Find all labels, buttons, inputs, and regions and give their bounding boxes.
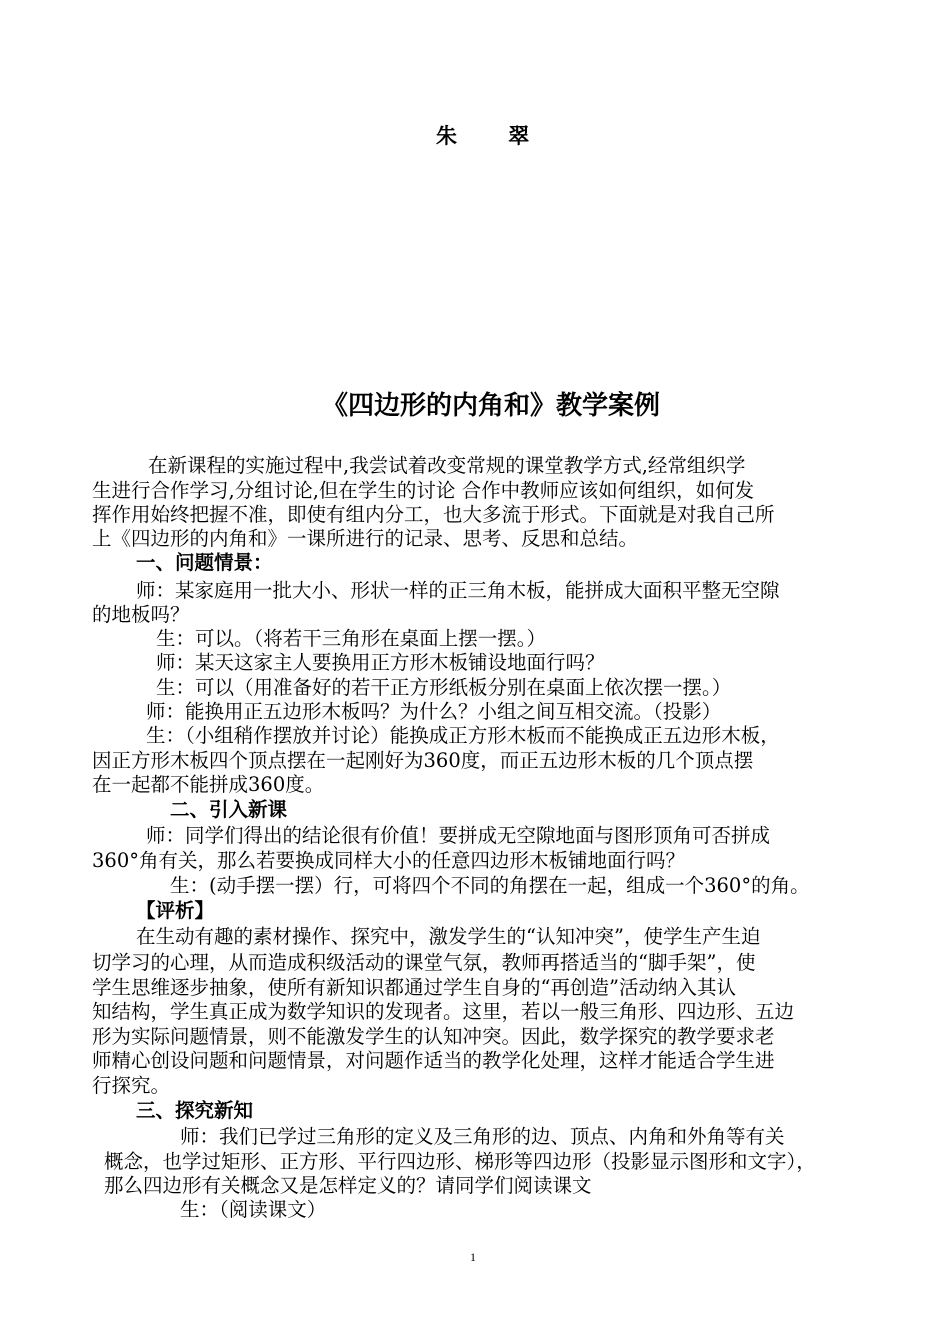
document-title: 《四边形的内角和》教学案例: [322, 391, 661, 421]
dialogue-line: 生：可以。（将若干三角形在桌面上摆一摆。）: [156, 627, 547, 650]
paragraph-line: 行探究。: [92, 1074, 171, 1097]
paragraph-line: 在生动有趣的素材操作、探究中，激发学生的“认知冲突”，使学生产生迫: [136, 925, 761, 948]
dialogue-line: 的地板吗？: [92, 603, 190, 626]
paragraph-line: 形为实际问题情景，则不能激发学生的认知冲突。因此，数学探究的教学要求老: [92, 1025, 775, 1048]
section-heading: 二、引入新课: [170, 798, 288, 821]
dialogue-line: 师：某家庭用一批大小、形状一样的正三角木板，能拼成大面积平整无空隙: [136, 579, 780, 602]
dialogue-line: 那么四边形有关概念又是怎样定义的？请同学们阅读课文: [104, 1174, 592, 1197]
dialogue-line: 因正方形木板四个顶点摆在一起刚好为360度，而正五边形木板的几个顶点摆: [92, 749, 754, 772]
section-heading: 一、问题情景：: [136, 551, 273, 574]
page-number: 1: [470, 1250, 476, 1264]
section-heading: 三、探究新知: [136, 1099, 254, 1122]
dialogue-line: 师：能换用正五边形木板吗？为什么？小组之间互相交流。（投影）: [146, 700, 722, 723]
paragraph-line: 切学习的心理，从而造成积级活动的课堂气氛，教师再搭适当的“脚手架”，使: [92, 951, 756, 974]
section-heading: 【评析】: [136, 899, 215, 922]
dialogue-line: 生：（阅读课文）: [180, 1198, 327, 1221]
dialogue-line: 师：我们已学过三角形的定义及三角形的边、顶点、内角和外角等有关: [180, 1125, 785, 1148]
paragraph-line: 生进行合作学习,分组讨论,但在学生的讨论 合作中教师应该如何组织，如何发: [92, 479, 755, 502]
paragraph-line: 学生思维逐步抽象，使所有新知识都通过学生自身的“再创造”活动纳入其认: [92, 976, 736, 999]
dialogue-line: 师：某天这家主人要换用正方形木板铺设地面行吗？: [156, 651, 605, 674]
dialogue-line: 360°角有关，那么若要换成同样大小的任意四边形木板铺地面行吗？: [92, 849, 685, 872]
paragraph-line: 师精心创设问题和问题情景，对问题作适当的教学化处理，这样才能适合学生进: [92, 1049, 775, 1072]
dialogue-line: 在一起都不能拼成360度。: [92, 773, 325, 796]
dialogue-line: 生：可以（用准备好的若干正方形纸板分别在桌面上依次摆一摆。）: [156, 676, 732, 699]
dialogue-line: 概念，也学过矩形、正方形、平行四边形、梯形等四边形（投影显示图形和文字），: [104, 1150, 816, 1173]
paragraph-line: 知结构，学生真正成为数学知识的发现者。这里，若以一般三角形、四边形、五边: [92, 1000, 795, 1023]
paragraph-line: 挥作用始终把握不准，即使有组内分工，也大多流于形式。下面就是对我自己所: [92, 503, 775, 526]
dialogue-line: 生：（小组稍作摆放并讨论）能换成正方形木板而不能换成正五边形木板，: [146, 724, 780, 747]
paragraph-line: 上《四边形的内角和》一课所进行的记录、思考、反思和总结。: [92, 527, 639, 550]
dialogue-line: 生：(动手摆一摆）行，可将四个不同的角摆在一起，组成一个360°的角。: [170, 874, 810, 897]
author-name: 朱 翠: [436, 124, 552, 148]
dialogue-line: 师：同学们得出的结论很有价值！要拼成无空隙地面与图形顶角可否拼成: [146, 824, 771, 847]
paragraph-line: 在新课程的实施过程中,我尝试着改变常规的课堂教学方式,经常组织学: [148, 454, 746, 477]
